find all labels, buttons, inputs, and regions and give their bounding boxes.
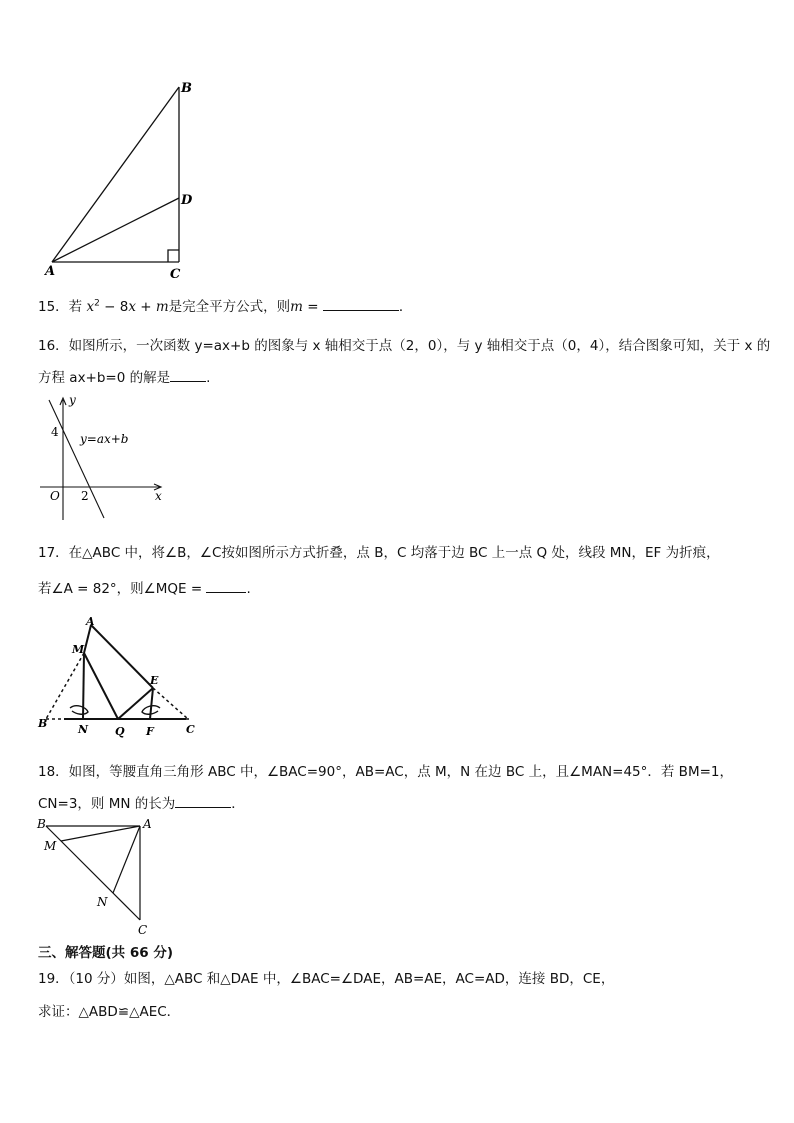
q15-middle: − 8 <box>99 299 129 315</box>
q18-end: ． <box>231 796 245 812</box>
label-b: B <box>38 717 48 730</box>
label-m: M <box>72 643 85 656</box>
label-n: N <box>78 723 89 736</box>
label-m: M <box>44 839 57 853</box>
label-c: C <box>170 267 181 282</box>
question-16-line-1: 16．如图所示，一次函数 y=ax+b 的图象与 x 轴相交于点（2，0），与 y 轴相交于点（0，4），结合图象可知，关于 x 的 <box>38 338 771 354</box>
q15-x: x <box>86 299 95 315</box>
right-angle-mark <box>168 250 179 262</box>
q15-equals: = <box>302 299 319 315</box>
label-n: N <box>97 895 108 909</box>
label-b: B <box>181 81 192 96</box>
question-19-line-1: 19．（10 分）如图，△ABC 和△DAE 中，∠BAC=∠DAE，AB=AE，AC=AD，连接 BD，CE， <box>38 971 615 987</box>
question-18-line-1: 18．如图，等腰直角三角形 ABC 中，∠BAC=90°，AB=AC，点 M，N 在边 BC 上，且∠MAN=45°．若 BM=1， <box>38 764 733 780</box>
dashed-ec <box>153 688 188 719</box>
q17-line2-prefix: 若∠A = 82°，则∠MQE = <box>38 581 203 597</box>
question-17-line-2 <box>38 577 251 597</box>
question-18-line-2 <box>38 792 245 812</box>
label-a: A <box>45 264 56 279</box>
segment-am <box>84 625 91 653</box>
segment-ad <box>52 198 179 262</box>
y-tick-4: 4 <box>51 425 59 439</box>
question-16-line-2 <box>38 366 210 386</box>
label-e: E <box>150 674 159 687</box>
q15-m2: m <box>290 299 303 315</box>
dashed-mb <box>46 653 84 719</box>
label-a: A <box>86 615 95 628</box>
question-17-line-1: 17．在△ABC 中，将∠B，∠C按如图所示方式折叠，点 B，C 均落于边 BC 上一点 Q 处，线段 MN，EF 为折痕， <box>38 545 720 561</box>
line-label: y=ax+b <box>80 432 129 446</box>
segment-am <box>61 826 140 841</box>
x-axis-label: x <box>155 489 162 503</box>
q15-exponent: 2 <box>94 298 100 309</box>
segment-bc <box>46 826 140 920</box>
q16-line2-prefix: 方程 ax+b=0 的解是 <box>38 370 171 386</box>
q15-x2: x <box>128 299 136 315</box>
q18-line2-prefix: CN=3，则 MN 的长为 <box>38 796 176 812</box>
origin-label: O <box>50 489 60 503</box>
answer-blank-17[interactable] <box>206 580 246 593</box>
label-c: C <box>138 923 148 937</box>
y-axis-label: y <box>69 393 76 407</box>
label-a: A <box>143 817 152 831</box>
q15-end: ． <box>398 299 413 315</box>
q15-after: 是完全平方公式，则 <box>168 299 291 315</box>
segment-mq <box>84 653 118 719</box>
figure-q15-triangle <box>40 78 200 283</box>
x-tick-2: 2 <box>81 489 89 503</box>
q16-end: . <box>206 370 211 386</box>
segment-mn <box>83 653 84 719</box>
q17-end: . <box>246 581 251 597</box>
answer-blank-16[interactable] <box>170 369 206 382</box>
answer-blank-18[interactable] <box>175 795 231 808</box>
segment-an <box>113 826 140 893</box>
section-heading: 三、解答题(共 66 分) <box>38 945 174 961</box>
fold-arrow-left <box>70 706 88 715</box>
question-15 <box>38 295 412 315</box>
segment-ab <box>52 87 179 262</box>
figure-q18-triangle <box>34 814 164 939</box>
label-q: Q <box>115 725 125 738</box>
q15-prefix: 15．若 <box>38 299 83 315</box>
figure-q16-graph <box>36 392 171 524</box>
figure-q17-fold <box>36 615 206 740</box>
label-b: B <box>37 817 46 831</box>
answer-blank-15[interactable] <box>323 298 399 311</box>
q15-plus: + <box>135 299 156 315</box>
label-f: F <box>146 725 154 738</box>
q15-m: m <box>155 299 169 315</box>
label-c: C <box>186 723 195 736</box>
label-d: D <box>181 193 193 208</box>
question-19-line-2: 求证：△ABD≌△AEC． <box>38 1004 181 1020</box>
segment-ae <box>91 625 153 688</box>
